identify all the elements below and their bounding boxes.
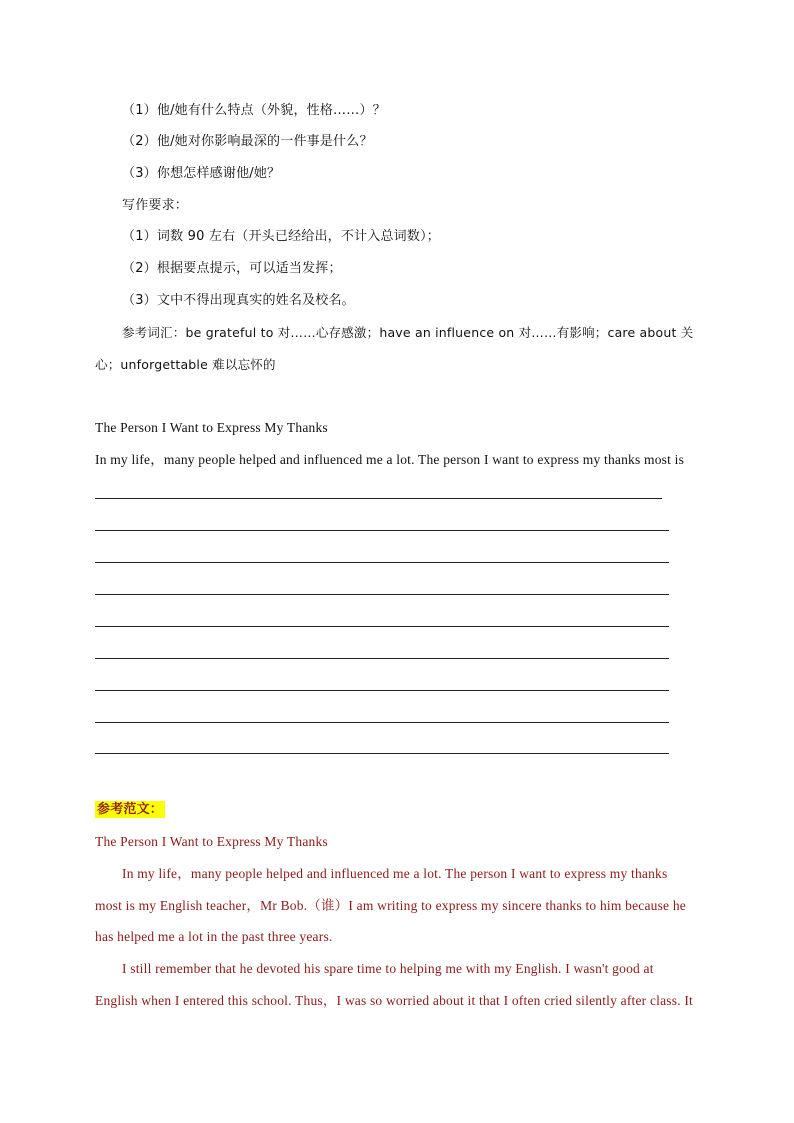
essay-title: The Person I Want to Express My Thanks [95,420,328,435]
answer-line [95,753,669,754]
vocabulary-line-2: 心；unforgettable 难以忘怀的 [95,357,276,372]
requirements-heading: 写作要求： [122,198,189,213]
model-essay-line: I still remember that he devoted his spare time to helping me with my English. I wasn't good at [122,961,654,976]
prompt-question-2: （2）他/她对你影响最深的一件事是什么？ [122,134,373,149]
model-essay-label: 参考范文： [97,802,164,817]
answer-line [95,562,669,563]
answer-line [95,530,669,531]
model-essay-line: In my life，many people helped and influenced me a lot. The person I want to express my thanks [122,866,668,881]
prompt-question-1: （1）他/她有什么特点（外貌，性格……）？ [122,103,386,118]
requirement-3: （3）文中不得出现真实的姓名及校名。 [122,293,355,308]
answer-line [95,722,669,723]
answer-line [95,626,669,627]
model-essay-line: English when I entered this school. Thus，I was so worried about it that I often cried silently after class. It [95,993,693,1008]
model-essay-title: The Person I Want to Express My Thanks [95,834,328,849]
model-essay-line: has helped me a lot in the past three years. [95,929,333,944]
essay-opening: In my life，many people helped and influenced me a lot. The person I want to express my thanks most is [95,452,685,467]
answer-line [95,594,669,595]
requirement-2: （2）根据要点提示，可以适当发挥； [122,261,342,276]
model-essay-line: most is my English teacher，Mr Bob.（谁）I am writing to express my sincere thanks to him because he [95,898,686,913]
prompt-question-3: （3）你想怎样感谢他/她？ [122,166,281,181]
answer-line [95,690,669,691]
requirement-1: （1）词数 90 左右（开头已经给出，不计入总词数）； [122,229,440,244]
answer-line [95,658,669,659]
model-essay-label-row [95,801,165,819]
answer-line [95,498,662,499]
vocabulary-line-1: 参考词汇：be grateful to 对……心存感激；have an influence on 对……有影响；care about 关 [122,325,694,340]
